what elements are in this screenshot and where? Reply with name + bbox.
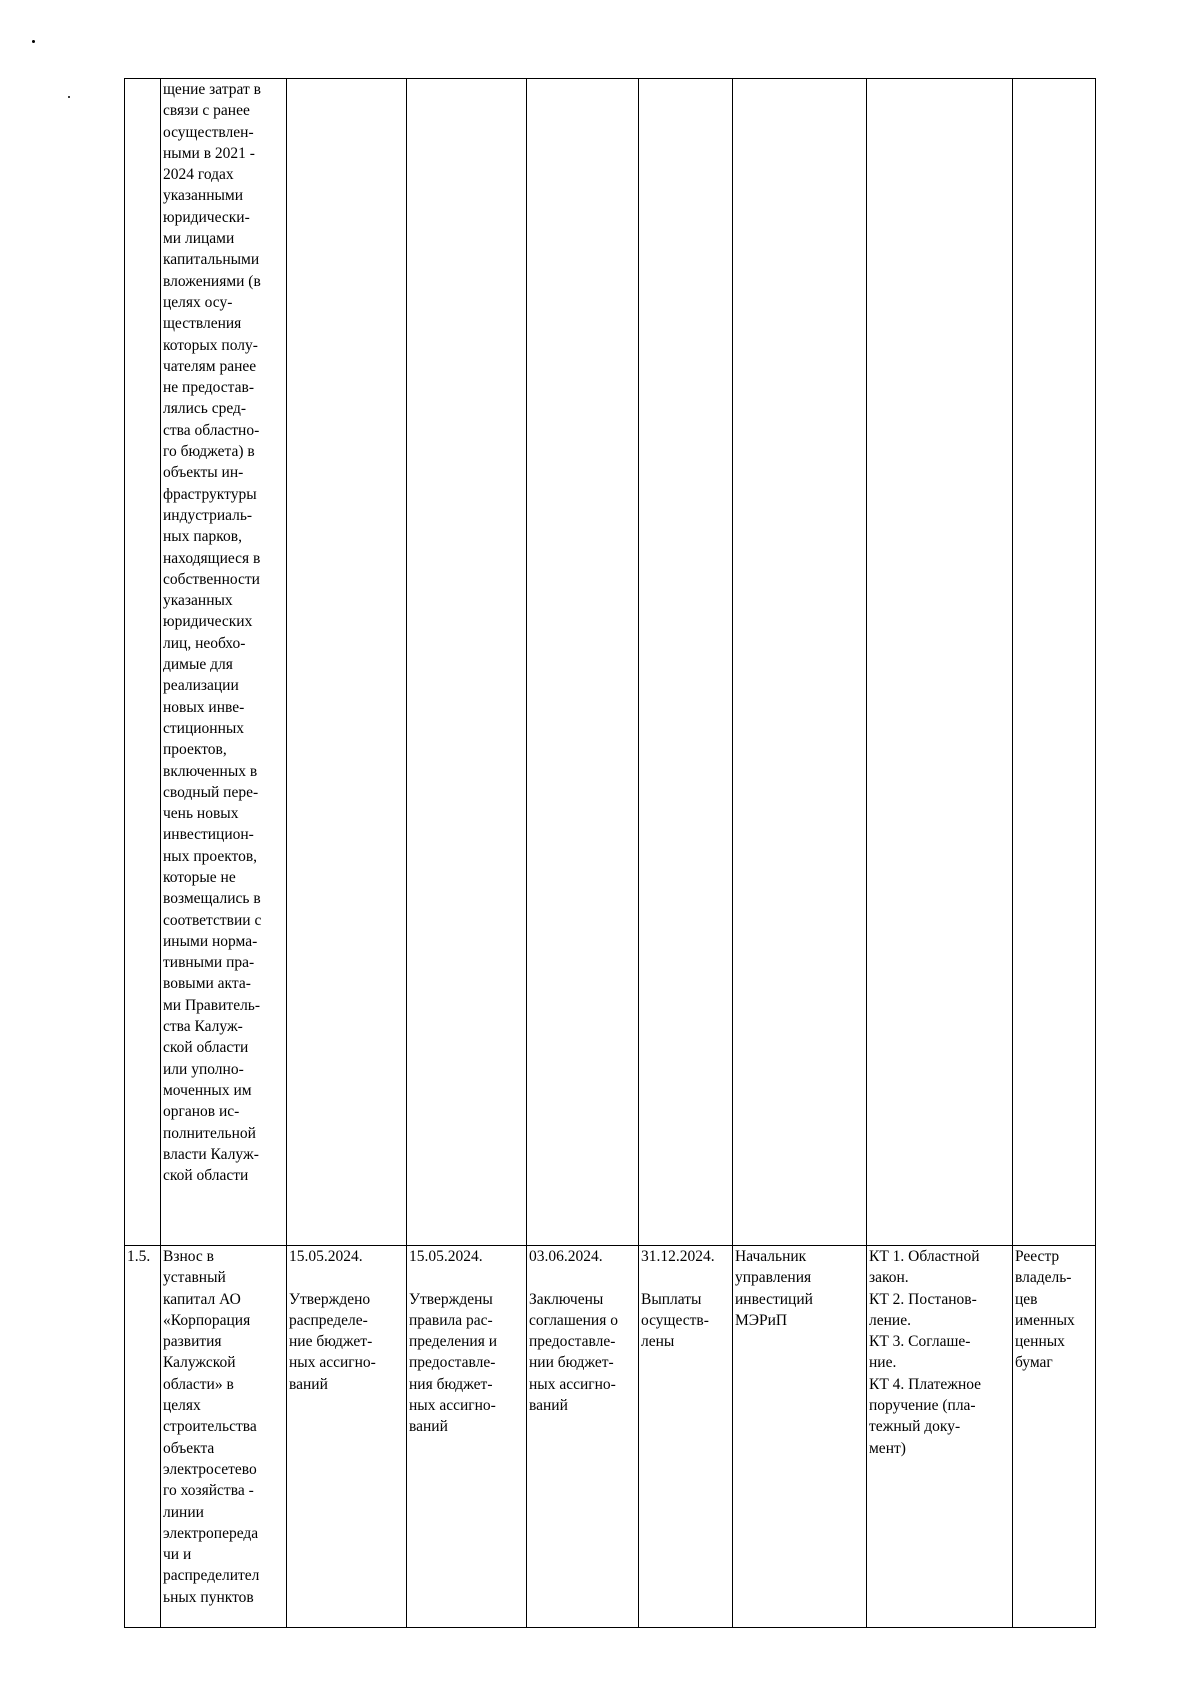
empty-cell [867, 79, 1013, 1246]
empty-cell [733, 79, 867, 1246]
plan-table [124, 78, 1096, 1628]
confirming-documents-cell: КТ 1. Областной закон. КТ 2. Постанов- ление. КТ 3. Соглаше- ние. КТ 4. Платежное поручение (пла- тежный доку- мент) [867, 1246, 1013, 1628]
information-system-cell: Реестр владель- цев именных ценных бумаг [1013, 1246, 1096, 1628]
row-number-cell: 1.5. [125, 1246, 161, 1628]
scan-speck [68, 96, 70, 98]
event-description-cell: Взнос в уставный капитал АО «Корпорация развития Калужской области» в целях строительства объекта электросетево го хозяйства - линии электропереда чи и распределител ьных пунктов [161, 1246, 287, 1628]
control-point-3-cell: 03.06.2024. Заключены соглашения о предоставле- нии бюджет- ных ассигно- ваний [527, 1246, 639, 1628]
event-description-cell: щение затрат в связи с ранее осуществлен- ными в 2021 - 2024 годах указанными юридически- ми лицами капитальными вложениями (в целях осу- ществления которых полу- чателям ранее не предостав- лялись сред- ства областно- го бюджета) в объекты ин- фраструктуры индустриаль- ных парков, находящиеся в собственности указанных юридических лиц, необхо- димые для реализации новых инве- стиционных проектов, включенных в сводный пере- чень новых инвестицион- ных проектов, которые не возмещались в соответствии с иными норма- тивными пра- вовыми акта- ми Правитель- ства Калуж- ской области или уполно- моченных им органов ис- полнительной власти Калуж- ской области [161, 79, 287, 1246]
responsible-person-cell: Начальник управления инвестиций МЭРиП [733, 1246, 867, 1628]
control-point-1-cell: 15.05.2024. Утверждено распределе- ние бюджет- ных ассигно- ваний [287, 1246, 407, 1628]
table-row-1-5 [125, 1246, 1096, 1628]
row-number-cell [125, 79, 161, 1246]
control-point-4-cell: 31.12.2024. Выплаты осуществ- лены [639, 1246, 733, 1628]
empty-cell [287, 79, 407, 1246]
table-row-continued [125, 79, 1096, 1246]
empty-cell [639, 79, 733, 1246]
empty-cell [1013, 79, 1096, 1246]
control-point-2-cell: 15.05.2024. Утверждены правила рас- пределения и предоставле- ния бюджет- ных ассигно- ваний [407, 1246, 527, 1628]
scan-speck [32, 40, 35, 43]
empty-cell [527, 79, 639, 1246]
empty-cell [407, 79, 527, 1246]
